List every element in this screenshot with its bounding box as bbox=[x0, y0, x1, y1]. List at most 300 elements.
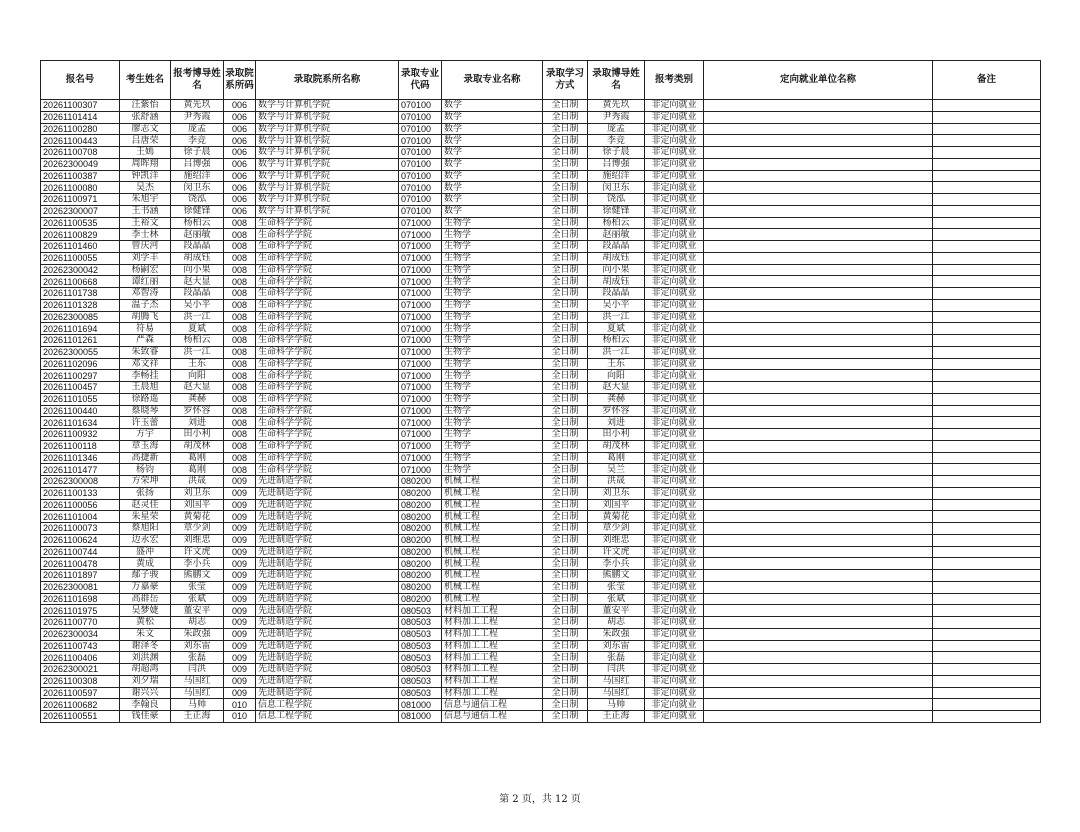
cell-id: 20261100535 bbox=[41, 217, 120, 229]
cell-dept-code: 008 bbox=[224, 370, 256, 382]
cell-dept-code: 006 bbox=[224, 100, 256, 112]
cell-study-mode: 全日制 bbox=[543, 476, 588, 488]
cell-dept-code: 008 bbox=[224, 217, 256, 229]
cell-id: 20261100829 bbox=[41, 229, 120, 241]
cell-employer bbox=[704, 499, 933, 511]
cell-remarks bbox=[933, 652, 1041, 664]
col-header-supervisor: 录取博导姓名 bbox=[588, 61, 645, 100]
cell-employer bbox=[704, 217, 933, 229]
cell-study-mode: 全日制 bbox=[543, 370, 588, 382]
cell-major-code: 071000 bbox=[399, 276, 442, 288]
cell-employer bbox=[704, 311, 933, 323]
cell-major-name: 生物学 bbox=[442, 393, 543, 405]
cell-major-code: 071000 bbox=[399, 252, 442, 264]
cell-category: 非定向就业 bbox=[645, 593, 704, 605]
cell-dept-name: 信息工程学院 bbox=[256, 699, 399, 711]
cell-category: 非定向就业 bbox=[645, 417, 704, 429]
cell-major-code: 080503 bbox=[399, 617, 442, 629]
table-row bbox=[41, 135, 1041, 147]
cell-name: 朱旭宇 bbox=[120, 194, 171, 206]
cell-dept-code: 009 bbox=[224, 523, 256, 535]
cell-remarks bbox=[933, 675, 1041, 687]
cell-supervisor-applied: 葛刚 bbox=[171, 452, 224, 464]
cell-dept-name: 先进制造学院 bbox=[256, 581, 399, 593]
cell-dept-name: 生命科学学院 bbox=[256, 452, 399, 464]
cell-supervisor-applied: 尹秀霞 bbox=[171, 111, 224, 123]
cell-id: 20261101004 bbox=[41, 511, 120, 523]
cell-supervisor-applied: 杨柏云 bbox=[171, 335, 224, 347]
cell-dept-code: 008 bbox=[224, 452, 256, 464]
cell-major-name: 材料加工工程 bbox=[442, 628, 543, 640]
cell-study-mode: 全日制 bbox=[543, 593, 588, 605]
cell-id: 20261100744 bbox=[41, 546, 120, 558]
cell-major-name: 机械工程 bbox=[442, 499, 543, 511]
cell-supervisor-applied: 向阳 bbox=[171, 370, 224, 382]
cell-id: 20262300008 bbox=[41, 476, 120, 488]
cell-employer bbox=[704, 252, 933, 264]
cell-major-name: 机械工程 bbox=[442, 487, 543, 499]
cell-dept-code: 008 bbox=[224, 358, 256, 370]
table-row bbox=[41, 640, 1041, 652]
cell-name: 万嘉豪 bbox=[120, 581, 171, 593]
cell-major-name: 机械工程 bbox=[442, 593, 543, 605]
cell-study-mode: 全日制 bbox=[543, 264, 588, 276]
cell-employer bbox=[704, 358, 933, 370]
table-row bbox=[41, 358, 1041, 370]
cell-study-mode: 全日制 bbox=[543, 229, 588, 241]
cell-major-code: 071000 bbox=[399, 346, 442, 358]
cell-name: 王书涵 bbox=[120, 205, 171, 217]
cell-id: 20261100770 bbox=[41, 617, 120, 629]
cell-dept-code: 006 bbox=[224, 182, 256, 194]
cell-major-name: 生物学 bbox=[442, 464, 543, 476]
cell-employer bbox=[704, 558, 933, 570]
cell-employer bbox=[704, 405, 933, 417]
table-row bbox=[41, 675, 1041, 687]
cell-dept-name: 生命科学学院 bbox=[256, 405, 399, 417]
cell-major-name: 数学 bbox=[442, 170, 543, 182]
cell-study-mode: 全日制 bbox=[543, 123, 588, 135]
cell-supervisor-applied: 王东 bbox=[171, 358, 224, 370]
cell-supervisor-applied: 洪一江 bbox=[171, 311, 224, 323]
cell-supervisor-applied: 王正海 bbox=[171, 711, 224, 723]
cell-major-name: 数学 bbox=[442, 123, 543, 135]
cell-employer bbox=[704, 288, 933, 300]
cell-dept-name: 生命科学学院 bbox=[256, 335, 399, 347]
cell-category: 非定向就业 bbox=[645, 640, 704, 652]
cell-dept-code: 008 bbox=[224, 335, 256, 347]
cell-dept-code: 008 bbox=[224, 323, 256, 335]
cell-id: 20261100280 bbox=[41, 123, 120, 135]
cell-major-name: 数学 bbox=[442, 205, 543, 217]
table-row bbox=[41, 393, 1041, 405]
cell-dept-name: 数学与计算机学院 bbox=[256, 182, 399, 194]
table-row bbox=[41, 382, 1041, 394]
table-row bbox=[41, 687, 1041, 699]
cell-major-name: 数学 bbox=[442, 100, 543, 112]
cell-supervisor-applied: 段晶晶 bbox=[171, 288, 224, 300]
cell-study-mode: 全日制 bbox=[543, 393, 588, 405]
cell-dept-code: 009 bbox=[224, 640, 256, 652]
cell-category: 非定向就业 bbox=[645, 487, 704, 499]
table-row bbox=[41, 546, 1041, 558]
cell-major-code: 070100 bbox=[399, 100, 442, 112]
cell-supervisor: 章少剑 bbox=[588, 523, 645, 535]
cell-name: 吴杰 bbox=[120, 182, 171, 194]
cell-category: 非定向就业 bbox=[645, 299, 704, 311]
cell-supervisor-applied: 黄菊花 bbox=[171, 511, 224, 523]
cell-id: 20261100668 bbox=[41, 276, 120, 288]
cell-dept-name: 生命科学学院 bbox=[256, 464, 399, 476]
cell-major-name: 生物学 bbox=[442, 440, 543, 452]
cell-dept-code: 006 bbox=[224, 135, 256, 147]
cell-employer bbox=[704, 111, 933, 123]
table-row bbox=[41, 229, 1041, 241]
cell-supervisor-applied: 夏斌 bbox=[171, 323, 224, 335]
cell-name: 方荣坤 bbox=[120, 476, 171, 488]
cell-study-mode: 全日制 bbox=[543, 135, 588, 147]
cell-supervisor: 葛刚 bbox=[588, 452, 645, 464]
cell-supervisor-applied: 张莹 bbox=[171, 581, 224, 593]
cell-dept-name: 先进制造学院 bbox=[256, 523, 399, 535]
cell-employer bbox=[704, 147, 933, 159]
cell-dept-name: 生命科学学院 bbox=[256, 370, 399, 382]
cell-supervisor: 尹秀霞 bbox=[588, 111, 645, 123]
cell-supervisor-applied: 刘维忠 bbox=[171, 534, 224, 546]
cell-category: 非定向就业 bbox=[645, 311, 704, 323]
table-row bbox=[41, 123, 1041, 135]
table-row bbox=[41, 699, 1041, 711]
cell-dept-code: 008 bbox=[224, 429, 256, 441]
cell-supervisor-applied: 章少剑 bbox=[171, 523, 224, 535]
cell-major-name: 生物学 bbox=[442, 252, 543, 264]
table-row bbox=[41, 523, 1041, 535]
cell-name: 方宇 bbox=[120, 429, 171, 441]
cell-category: 非定向就业 bbox=[645, 264, 704, 276]
cell-id: 20261100387 bbox=[41, 170, 120, 182]
cell-study-mode: 全日制 bbox=[543, 581, 588, 593]
cell-supervisor: 吕博强 bbox=[588, 158, 645, 170]
cell-category: 非定向就业 bbox=[645, 170, 704, 182]
cell-name: 钟凯洋 bbox=[120, 170, 171, 182]
table-row bbox=[41, 534, 1041, 546]
cell-category: 非定向就业 bbox=[645, 123, 704, 135]
cell-employer bbox=[704, 652, 933, 664]
cell-study-mode: 全日制 bbox=[543, 252, 588, 264]
cell-dept-name: 生命科学学院 bbox=[256, 252, 399, 264]
cell-category: 非定向就业 bbox=[645, 534, 704, 546]
cell-category: 非定向就业 bbox=[645, 252, 704, 264]
cell-major-code: 070100 bbox=[399, 147, 442, 159]
cell-remarks bbox=[933, 511, 1041, 523]
cell-supervisor-applied: 饶泓 bbox=[171, 194, 224, 206]
cell-employer bbox=[704, 570, 933, 582]
cell-dept-name: 生命科学学院 bbox=[256, 288, 399, 300]
cell-study-mode: 全日制 bbox=[543, 664, 588, 676]
table-row bbox=[41, 605, 1041, 617]
cell-category: 非定向就业 bbox=[645, 605, 704, 617]
cell-name: 章玉海 bbox=[120, 440, 171, 452]
cell-name: 杨钧 bbox=[120, 464, 171, 476]
cell-id: 20261101414 bbox=[41, 111, 120, 123]
cell-major-name: 生物学 bbox=[442, 346, 543, 358]
cell-major-code: 080200 bbox=[399, 593, 442, 605]
cell-dept-name: 先进制造学院 bbox=[256, 570, 399, 582]
page-number-footer: 第 2 页，共 12 页 bbox=[499, 794, 581, 805]
cell-name: 吕唐荣 bbox=[120, 135, 171, 147]
cell-supervisor: 徐子晨 bbox=[588, 147, 645, 159]
cell-dept-name: 数学与计算机学院 bbox=[256, 123, 399, 135]
table-row bbox=[41, 628, 1041, 640]
cell-major-code: 071000 bbox=[399, 370, 442, 382]
cell-dept-name: 先进制造学院 bbox=[256, 558, 399, 570]
table-row bbox=[41, 652, 1041, 664]
cell-dept-code: 009 bbox=[224, 664, 256, 676]
cell-id: 20261100551 bbox=[41, 711, 120, 723]
table-row bbox=[41, 440, 1041, 452]
cell-employer bbox=[704, 687, 933, 699]
cell-remarks bbox=[933, 570, 1041, 582]
cell-supervisor-applied: 马国红 bbox=[171, 687, 224, 699]
table-row bbox=[41, 617, 1041, 629]
cell-major-name: 机械工程 bbox=[442, 546, 543, 558]
cell-employer bbox=[704, 182, 933, 194]
cell-major-code: 071000 bbox=[399, 440, 442, 452]
cell-study-mode: 全日制 bbox=[543, 452, 588, 464]
cell-remarks bbox=[933, 358, 1041, 370]
cell-study-mode: 全日制 bbox=[543, 299, 588, 311]
cell-category: 非定向就业 bbox=[645, 100, 704, 112]
table-body bbox=[41, 100, 1041, 723]
cell-name: 高捷新 bbox=[120, 452, 171, 464]
cell-supervisor-applied: 田小利 bbox=[171, 429, 224, 441]
cell-supervisor-applied: 杨柏云 bbox=[171, 217, 224, 229]
cell-employer bbox=[704, 205, 933, 217]
cell-study-mode: 全日制 bbox=[543, 288, 588, 300]
cell-supervisor: 马国红 bbox=[588, 687, 645, 699]
cell-study-mode: 全日制 bbox=[543, 617, 588, 629]
cell-dept-code: 008 bbox=[224, 264, 256, 276]
cell-dept-code: 006 bbox=[224, 111, 256, 123]
cell-supervisor-applied: 董安平 bbox=[171, 605, 224, 617]
cell-dept-name: 先进制造学院 bbox=[256, 476, 399, 488]
cell-remarks bbox=[933, 182, 1041, 194]
cell-id: 20261100932 bbox=[41, 429, 120, 441]
cell-name: 胡超鸿 bbox=[120, 664, 171, 676]
cell-employer bbox=[704, 675, 933, 687]
cell-dept-name: 生命科学学院 bbox=[256, 323, 399, 335]
cell-major-code: 080503 bbox=[399, 664, 442, 676]
col-header-major-code: 录取专业代码 bbox=[399, 61, 442, 100]
cell-remarks bbox=[933, 417, 1041, 429]
cell-dept-code: 009 bbox=[224, 546, 256, 558]
table-row bbox=[41, 346, 1041, 358]
cell-major-code: 071000 bbox=[399, 429, 442, 441]
cell-dept-name: 先进制造学院 bbox=[256, 511, 399, 523]
cell-category: 非定向就业 bbox=[645, 217, 704, 229]
cell-name: 刘夕瑞 bbox=[120, 675, 171, 687]
cell-id: 20261101346 bbox=[41, 452, 120, 464]
cell-remarks bbox=[933, 241, 1041, 253]
cell-major-code: 080200 bbox=[399, 558, 442, 570]
cell-employer bbox=[704, 276, 933, 288]
cell-employer bbox=[704, 194, 933, 206]
cell-major-name: 生物学 bbox=[442, 276, 543, 288]
cell-dept-name: 生命科学学院 bbox=[256, 311, 399, 323]
cell-dept-code: 009 bbox=[224, 534, 256, 546]
cell-supervisor: 王正海 bbox=[588, 711, 645, 723]
cell-employer bbox=[704, 123, 933, 135]
cell-employer bbox=[704, 440, 933, 452]
cell-study-mode: 全日制 bbox=[543, 546, 588, 558]
cell-dept-name: 先进制造学院 bbox=[256, 664, 399, 676]
cell-supervisor-applied: 胡志 bbox=[171, 617, 224, 629]
cell-study-mode: 全日制 bbox=[543, 429, 588, 441]
cell-major-name: 数学 bbox=[442, 194, 543, 206]
cell-category: 非定向就业 bbox=[645, 652, 704, 664]
cell-major-code: 080200 bbox=[399, 534, 442, 546]
cell-study-mode: 全日制 bbox=[543, 499, 588, 511]
cell-dept-code: 009 bbox=[224, 617, 256, 629]
cell-supervisor: 杨柏云 bbox=[588, 335, 645, 347]
cell-supervisor: 马帅 bbox=[588, 699, 645, 711]
cell-dept-code: 008 bbox=[224, 417, 256, 429]
cell-dept-name: 生命科学学院 bbox=[256, 440, 399, 452]
cell-dept-name: 生命科学学院 bbox=[256, 382, 399, 394]
table-row bbox=[41, 570, 1041, 582]
cell-remarks bbox=[933, 323, 1041, 335]
cell-major-name: 材料加工工程 bbox=[442, 617, 543, 629]
cell-dept-name: 先进制造学院 bbox=[256, 593, 399, 605]
cell-study-mode: 全日制 bbox=[543, 323, 588, 335]
cell-supervisor: 马国红 bbox=[588, 675, 645, 687]
cell-supervisor-applied: 洪一江 bbox=[171, 346, 224, 358]
cell-name: 刘洪渊 bbox=[120, 652, 171, 664]
cell-remarks bbox=[933, 288, 1041, 300]
cell-supervisor: 吴兰 bbox=[588, 464, 645, 476]
cell-study-mode: 全日制 bbox=[543, 241, 588, 253]
cell-major-code: 080200 bbox=[399, 546, 442, 558]
cell-major-code: 070100 bbox=[399, 158, 442, 170]
cell-supervisor: 张斌 bbox=[588, 593, 645, 605]
cell-id: 20261100597 bbox=[41, 687, 120, 699]
cell-dept-name: 数学与计算机学院 bbox=[256, 205, 399, 217]
cell-remarks bbox=[933, 205, 1041, 217]
cell-major-code: 080200 bbox=[399, 487, 442, 499]
cell-supervisor: 庞孟 bbox=[588, 123, 645, 135]
cell-dept-name: 数学与计算机学院 bbox=[256, 170, 399, 182]
table-row bbox=[41, 288, 1041, 300]
cell-id: 20262300034 bbox=[41, 628, 120, 640]
cell-dept-name: 生命科学学院 bbox=[256, 264, 399, 276]
table-row bbox=[41, 323, 1041, 335]
cell-supervisor: 夏斌 bbox=[588, 323, 645, 335]
table-row bbox=[41, 464, 1041, 476]
cell-name: 杨嗣宏 bbox=[120, 264, 171, 276]
cell-supervisor: 朱政强 bbox=[588, 628, 645, 640]
cell-major-code: 080503 bbox=[399, 675, 442, 687]
cell-supervisor: 施绍洋 bbox=[588, 170, 645, 182]
cell-dept-code: 009 bbox=[224, 687, 256, 699]
cell-major-code: 071000 bbox=[399, 288, 442, 300]
cell-dept-code: 008 bbox=[224, 346, 256, 358]
cell-major-name: 机械工程 bbox=[442, 511, 543, 523]
cell-supervisor-applied: 朱政强 bbox=[171, 628, 224, 640]
table-row bbox=[41, 335, 1041, 347]
cell-id: 20261100133 bbox=[41, 487, 120, 499]
cell-id: 20261101694 bbox=[41, 323, 120, 335]
cell-remarks bbox=[933, 158, 1041, 170]
cell-name: 李翰良 bbox=[120, 699, 171, 711]
cell-dept-name: 数学与计算机学院 bbox=[256, 111, 399, 123]
cell-major-code: 080200 bbox=[399, 570, 442, 582]
cell-supervisor-applied: 葛刚 bbox=[171, 464, 224, 476]
cell-id: 20261100443 bbox=[41, 135, 120, 147]
cell-name: 谢泽冬 bbox=[120, 640, 171, 652]
cell-category: 非定向就业 bbox=[645, 358, 704, 370]
cell-remarks bbox=[933, 370, 1041, 382]
cell-supervisor-applied: 张斌 bbox=[171, 593, 224, 605]
cell-major-name: 生物学 bbox=[442, 370, 543, 382]
col-header-id: 报名号 bbox=[41, 61, 120, 100]
cell-dept-name: 数学与计算机学院 bbox=[256, 194, 399, 206]
cell-dept-name: 先进制造学院 bbox=[256, 640, 399, 652]
cell-remarks bbox=[933, 558, 1041, 570]
cell-study-mode: 全日制 bbox=[543, 100, 588, 112]
cell-name: 王嫣 bbox=[120, 147, 171, 159]
cell-category: 非定向就业 bbox=[645, 147, 704, 159]
cell-remarks bbox=[933, 464, 1041, 476]
cell-supervisor-applied: 李竞 bbox=[171, 135, 224, 147]
table-row bbox=[41, 276, 1041, 288]
cell-study-mode: 全日制 bbox=[543, 182, 588, 194]
cell-remarks bbox=[933, 229, 1041, 241]
cell-category: 非定向就业 bbox=[645, 440, 704, 452]
table-row bbox=[41, 205, 1041, 217]
table-row bbox=[41, 299, 1041, 311]
cell-remarks bbox=[933, 452, 1041, 464]
cell-study-mode: 全日制 bbox=[543, 699, 588, 711]
cell-study-mode: 全日制 bbox=[543, 711, 588, 723]
cell-supervisor-applied: 闫洪 bbox=[171, 664, 224, 676]
cell-major-name: 机械工程 bbox=[442, 534, 543, 546]
cell-category: 非定向就业 bbox=[645, 523, 704, 535]
cell-supervisor: 李小兵 bbox=[588, 558, 645, 570]
cell-category: 非定向就业 bbox=[645, 699, 704, 711]
cell-supervisor: 胡成钰 bbox=[588, 252, 645, 264]
cell-study-mode: 全日制 bbox=[543, 335, 588, 347]
cell-supervisor: 张莹 bbox=[588, 581, 645, 593]
cell-major-code: 071000 bbox=[399, 241, 442, 253]
cell-supervisor: 赵大显 bbox=[588, 382, 645, 394]
cell-name: 盛冲 bbox=[120, 546, 171, 558]
cell-dept-name: 生命科学学院 bbox=[256, 276, 399, 288]
cell-remarks bbox=[933, 170, 1041, 182]
cell-employer bbox=[704, 605, 933, 617]
cell-name: 严森 bbox=[120, 335, 171, 347]
table-row bbox=[41, 217, 1041, 229]
cell-major-code: 081000 bbox=[399, 711, 442, 723]
cell-employer bbox=[704, 581, 933, 593]
admission-table bbox=[40, 60, 1041, 723]
cell-dept-name: 生命科学学院 bbox=[256, 358, 399, 370]
cell-dept-name: 先进制造学院 bbox=[256, 628, 399, 640]
cell-name: 黄松 bbox=[120, 617, 171, 629]
cell-employer bbox=[704, 264, 933, 276]
cell-dept-name: 先进制造学院 bbox=[256, 687, 399, 699]
cell-id: 20262300021 bbox=[41, 664, 120, 676]
cell-category: 非定向就业 bbox=[645, 405, 704, 417]
